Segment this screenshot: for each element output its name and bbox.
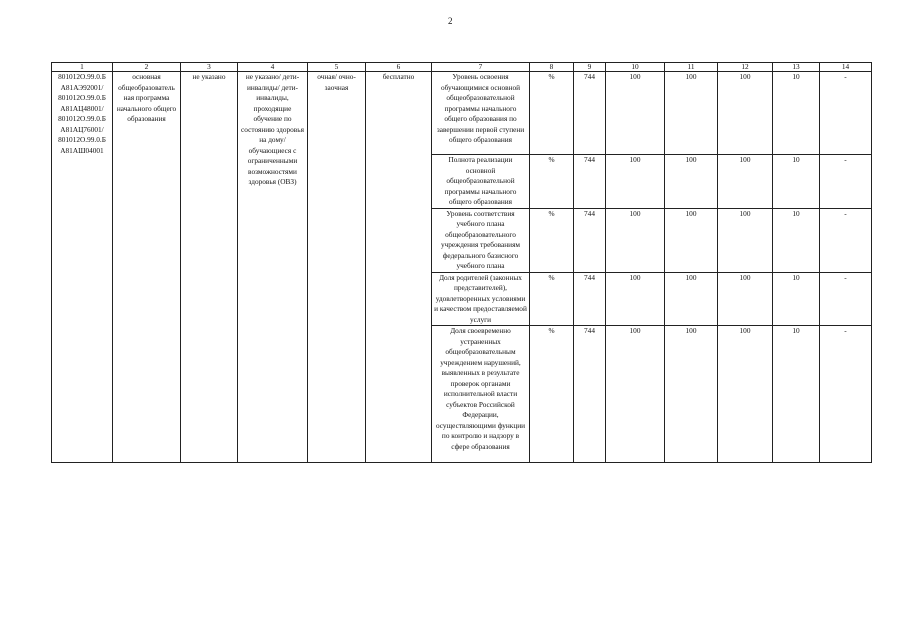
unit-cell: % [530, 208, 574, 272]
value-cell: 100 [606, 72, 665, 155]
column-number-header: 3 [181, 63, 238, 72]
payment-cell: бесплатно [366, 72, 432, 463]
value-cell: 100 [665, 208, 718, 272]
value-cell: 100 [665, 72, 718, 155]
column-number-row [52, 63, 872, 72]
value-cell: 100 [606, 208, 665, 272]
deviation-value-cell: - [820, 326, 872, 463]
column-number-header: 5 [308, 63, 366, 72]
okei-code-cell: 744 [574, 272, 606, 326]
column-number-header: 6 [366, 63, 432, 72]
service-quality-table [51, 62, 872, 463]
value-cell: 100 [718, 155, 773, 209]
column-number-header: 4 [238, 63, 308, 72]
deviation-value-cell: - [820, 155, 872, 209]
okei-code-cell: 744 [574, 155, 606, 209]
deviation-cell: 10 [773, 72, 820, 155]
deviation-cell: 10 [773, 155, 820, 209]
deviation-cell: 10 [773, 272, 820, 326]
value-cell: 100 [665, 155, 718, 209]
content-cell: не указано [181, 72, 238, 463]
column-number-header: 11 [665, 63, 718, 72]
table-row [52, 72, 872, 155]
value-cell: 100 [606, 272, 665, 326]
indicator-name-cell: Полнота реализации основной общеобразовательной программы начального общего образования [432, 155, 530, 209]
deviation-value-cell: - [820, 72, 872, 155]
value-cell: 100 [665, 272, 718, 326]
registry-number-cell: 801012О.99.0.Б А81АЭ92001/ 801012О.99.0.Б А81АЦ48001/ 801012О.99.0.Б А81АЦ76001/ 801012О.99.0.Б А81АШ04001 [52, 72, 113, 463]
program-cell: основная общеобразователь ная программа начального общего образования [113, 72, 181, 463]
unit-cell: % [530, 326, 574, 463]
column-number-header: 14 [820, 63, 872, 72]
unit-cell: % [530, 272, 574, 326]
value-cell: 100 [718, 326, 773, 463]
column-number-header: 1 [52, 63, 113, 72]
column-number-header: 8 [530, 63, 574, 72]
category-cell: не указано/ дети-инвалиды/ дети-инвалиды, проходящие обучение по состоянию здоровья на дому/ обучающиеся с ограниченными возможностями здоровья (ОВЗ) [238, 72, 308, 463]
column-number-header: 2 [113, 63, 181, 72]
unit-cell: % [530, 155, 574, 209]
indicator-name-cell: Доля своевременно устраненных общеобразовательным учреждением нарушений, выявленных в результате проверок органами исполнительной власти субъектов Российской Федерации, осуществляющими функции по контролю и надзору в сфере образования [432, 326, 530, 463]
value-cell: 100 [718, 272, 773, 326]
indicator-name-cell: Уровень освоения обучающимися основной общеобразовательной программы начального общего образования по завершении первой ступени общего образования [432, 72, 530, 155]
value-cell: 100 [606, 326, 665, 463]
deviation-cell: 10 [773, 326, 820, 463]
okei-code-cell: 744 [574, 72, 606, 155]
indicator-name-cell: Уровень соответствия учебного плана общеобразовательного учреждения требованиям федерального базисного учебного плана [432, 208, 530, 272]
value-cell: 100 [665, 326, 718, 463]
column-number-header: 12 [718, 63, 773, 72]
value-cell: 100 [718, 208, 773, 272]
form-cell: очная/ очно-заочная [308, 72, 366, 463]
deviation-value-cell: - [820, 208, 872, 272]
value-cell: 100 [606, 155, 665, 209]
okei-code-cell: 744 [574, 208, 606, 272]
deviation-cell: 10 [773, 208, 820, 272]
unit-cell: % [530, 72, 574, 155]
column-number-header: 7 [432, 63, 530, 72]
column-number-header: 10 [606, 63, 665, 72]
page-number: 2 [448, 16, 453, 26]
okei-code-cell: 744 [574, 326, 606, 463]
value-cell: 100 [718, 72, 773, 155]
column-number-header: 9 [574, 63, 606, 72]
indicator-name-cell: Доля родителей (законных представителей), удовлетворенных условиями и качеством предоставляемой услуги [432, 272, 530, 326]
deviation-value-cell: - [820, 272, 872, 326]
column-number-header: 13 [773, 63, 820, 72]
